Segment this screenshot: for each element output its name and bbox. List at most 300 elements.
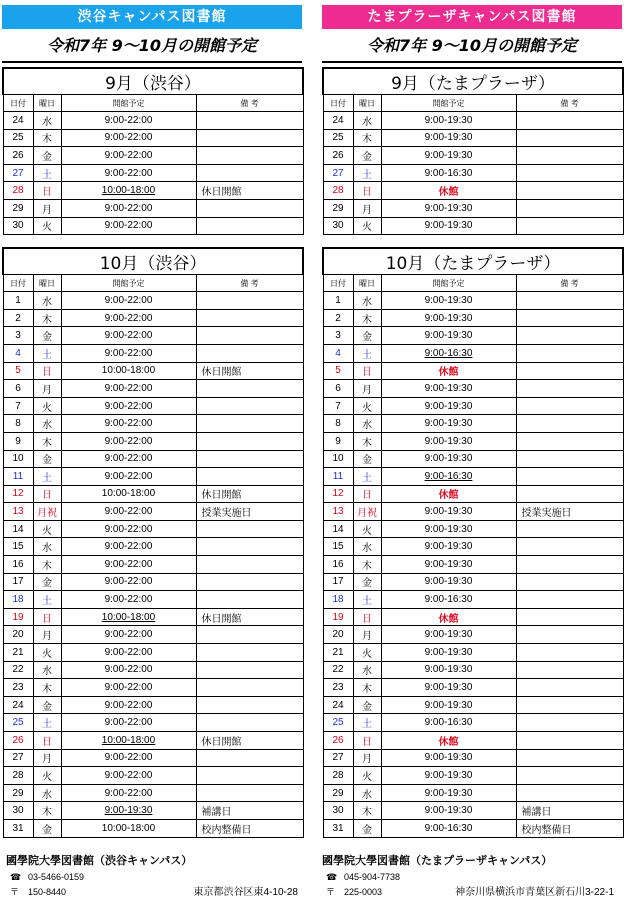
postal-code: 225-0003 [344,887,383,897]
hours-cell: 9:00-19:30 [381,749,516,767]
table-row [3,309,303,327]
date-cell: 3 [323,327,353,345]
notes-cell [516,182,623,200]
weekday-cell: 木 [353,679,381,697]
weekday-cell: 日 [353,362,381,380]
weekday-cell: 水 [33,112,61,130]
hours-cell: 9:00-19:30 [381,397,516,415]
header-hours: 開館予定 [61,95,196,112]
date-cell: 8 [323,415,353,433]
notes-cell [196,696,303,714]
date-cell: 17 [323,573,353,591]
date-cell: 16 [323,556,353,574]
notes-cell [516,468,623,486]
hours-cell: 9:00-22:00 [61,661,196,679]
date-cell: 30 [3,802,33,820]
date-cell: 15 [3,538,33,556]
hours-cell: 9:00-22:00 [61,749,196,767]
hours-cell: 9:00-19:30 [381,784,516,802]
notes-cell [516,309,623,327]
hours-cell: 9:00-22:00 [61,468,196,486]
address-line [322,885,622,900]
date-cell: 14 [323,520,353,538]
notes-cell [516,784,623,802]
date-cell: 28 [323,767,353,785]
table-row [323,112,623,130]
table-title: 9月（たまプラーザ） [323,68,623,95]
table-row [3,468,303,486]
postal-code: 150-8440 [28,887,67,897]
date-cell: 30 [323,802,353,820]
hours-cell: 9:00-19:30 [381,327,516,345]
weekday-cell: 水 [353,661,381,679]
notes-cell [516,696,623,714]
notes-cell [516,432,623,450]
hours-cell: 休館 [381,182,516,200]
hours-cell: 9:00-22:00 [61,164,196,182]
hours-cell: 9:00-22:00 [61,644,196,662]
date-cell: 5 [323,362,353,380]
date-cell: 19 [3,608,33,626]
date-cell: 11 [3,468,33,486]
header-date: 日付 [323,95,353,112]
hours-cell: 9:00-22:00 [61,450,196,468]
table-row [3,503,303,521]
table-row [3,556,303,574]
table-row [323,784,623,802]
date-cell: 2 [3,309,33,327]
table-row [323,591,623,609]
header-notes: 備 考 [516,95,623,112]
hours-cell: 9:00-19:30 [381,696,516,714]
table-title: 10月（渋谷） [3,248,303,275]
date-cell: 27 [3,164,33,182]
table-row [323,626,623,644]
tama-october-table [322,247,624,837]
hours-cell: 10:00-18:00 [61,362,196,380]
date-cell: 24 [3,696,33,714]
weekday-cell: 土 [353,591,381,609]
date-cell: 25 [3,714,33,732]
notes-cell [196,217,303,235]
hours-cell: 9:00-22:00 [61,503,196,521]
notes-cell [516,608,623,626]
date-cell: 10 [3,450,33,468]
weekday-cell: 水 [353,112,381,130]
hours-cell: 9:00-19:30 [381,767,516,785]
date-cell: 23 [3,679,33,697]
notes-cell [516,573,623,591]
weekday-cell: 金 [353,147,381,165]
weekday-cell: 水 [353,415,381,433]
weekday-cell: 月 [33,749,61,767]
phone-number: 03-5466-0159 [28,872,85,882]
street-address: 神奈川県横浜市青葉区新石川3-22-1 [455,887,614,898]
hours-cell: 9:00-22:00 [61,767,196,785]
hours-cell: 9:00-16:30 [381,819,516,837]
table-row [3,538,303,556]
weekday-cell: 土 [353,344,381,362]
weekday-cell: 木 [353,432,381,450]
hours-cell: 9:00-22:00 [61,217,196,235]
library-name: 國學院大學図書館（渋谷キャンパス） [6,855,193,867]
weekday-cell: 月 [33,626,61,644]
table-row [3,112,303,130]
date-cell: 27 [323,749,353,767]
table-row [3,661,303,679]
date-cell: 20 [323,626,353,644]
notes-cell [516,591,623,609]
hours-cell: 9:00-19:30 [381,802,516,820]
notes-cell [516,327,623,345]
notes-cell [196,292,303,310]
date-cell: 25 [323,714,353,732]
weekday-cell: 木 [353,309,381,327]
weekday-cell: 土 [33,344,61,362]
date-cell: 1 [3,292,33,310]
table-row [3,573,303,591]
table-row [3,292,303,310]
date-cell: 29 [3,199,33,217]
notes-cell: 休日開館 [196,485,303,503]
date-cell: 26 [3,147,33,165]
notes-cell [516,644,623,662]
hours-cell: 9:00-19:30 [381,199,516,217]
date-cell: 27 [323,164,353,182]
header-notes: 備 考 [516,275,623,292]
notes-cell [516,292,623,310]
table-row [3,520,303,538]
notes-cell [516,520,623,538]
hours-cell: 9:00-16:30 [381,591,516,609]
phone-icon: ☎ [10,872,22,882]
weekday-cell: 水 [33,415,61,433]
date-cell: 2 [323,309,353,327]
header-notes: 備 考 [196,95,303,112]
notes-cell [196,129,303,147]
date-cell: 21 [3,644,33,662]
date-cell: 28 [3,182,33,200]
notes-cell [516,714,623,732]
date-cell: 26 [323,147,353,165]
table-row [3,696,303,714]
weekday-cell: 水 [33,538,61,556]
weekday-cell: 月 [353,199,381,217]
notes-cell [516,679,623,697]
table-row [323,380,623,398]
notes-cell [196,112,303,130]
weekday-cell: 月 [353,626,381,644]
notes-cell [196,661,303,679]
table-row [323,556,623,574]
table-row [3,591,303,609]
hours-cell: 10:00-18:00 [61,732,196,750]
date-cell: 27 [3,749,33,767]
street-address: 東京都渋谷区東4-10-28 [193,887,298,898]
date-cell: 4 [3,344,33,362]
table-row [3,644,303,662]
table-row [3,819,303,837]
weekday-cell: 火 [353,520,381,538]
tama-column [322,5,622,838]
hours-cell: 9:00-22:00 [61,432,196,450]
hours-cell: 9:00-16:30 [381,344,516,362]
table-row [323,573,623,591]
weekday-cell: 土 [33,591,61,609]
phone-icon: ☎ [326,872,338,882]
weekday-cell: 木 [33,129,61,147]
table-row [323,397,623,415]
weekday-cell: 金 [33,696,61,714]
date-cell: 1 [323,292,353,310]
table-row [323,450,623,468]
tama-september-table [322,67,624,235]
notes-cell: 休日開館 [196,732,303,750]
hours-cell: 9:00-19:30 [381,538,516,556]
notes-cell [196,164,303,182]
table-row [323,661,623,679]
table-row [3,714,303,732]
notes-cell: 校内整備日 [196,819,303,837]
weekday-cell: 土 [353,164,381,182]
notes-cell [516,661,623,679]
hours-cell: 9:00-22:00 [61,147,196,165]
table-row [3,679,303,697]
weekday-cell: 水 [33,661,61,679]
weekday-cell: 木 [33,556,61,574]
table-row [323,129,623,147]
postal-mark-icon: 〒 [10,887,20,897]
notes-cell [196,538,303,556]
date-cell: 4 [323,344,353,362]
hours-cell: 9:00-19:30 [381,129,516,147]
date-cell: 30 [323,217,353,235]
table-row [323,327,623,345]
notes-cell [516,112,623,130]
phone-line [6,870,306,885]
notes-cell [196,679,303,697]
date-cell: 7 [3,397,33,415]
weekday-cell: 日 [33,182,61,200]
table-row [323,147,623,165]
weekday-cell: 土 [33,714,61,732]
notes-cell [516,485,623,503]
header-weekday: 曜日 [33,275,61,292]
weekday-cell: 日 [33,485,61,503]
hours-cell: 9:00-19:30 [381,644,516,662]
date-cell: 26 [3,732,33,750]
table-row [3,749,303,767]
weekday-cell: 金 [33,450,61,468]
date-cell: 3 [3,327,33,345]
weekday-cell: 日 [353,182,381,200]
notes-cell: 校内整備日 [516,819,623,837]
notes-cell [516,380,623,398]
notes-cell [196,573,303,591]
hours-cell: 10:00-18:00 [61,485,196,503]
notes-cell [516,732,623,750]
table-row [3,182,303,200]
hours-cell: 9:00-22:00 [61,556,196,574]
table-row [323,520,623,538]
table-row [323,292,623,310]
weekday-cell: 火 [353,644,381,662]
date-cell: 18 [3,591,33,609]
weekday-cell: 土 [353,714,381,732]
weekday-cell: 木 [33,309,61,327]
weekday-cell: 日 [33,608,61,626]
weekday-cell: 火 [353,397,381,415]
weekday-cell: 月 [353,380,381,398]
hours-cell: 9:00-19:30 [381,217,516,235]
table-row [323,732,623,750]
weekday-cell: 火 [33,217,61,235]
weekday-cell: 水 [353,292,381,310]
notes-cell [196,591,303,609]
header-weekday: 曜日 [33,95,61,112]
table-row [323,182,623,200]
table-row [323,819,623,837]
table-row [3,432,303,450]
date-cell: 20 [3,626,33,644]
weekday-cell: 木 [33,679,61,697]
notes-cell [196,714,303,732]
notes-cell: 授業実施日 [196,503,303,521]
table-row [323,503,623,521]
notes-cell: 授業実施日 [516,503,623,521]
date-cell: 9 [323,432,353,450]
header-hours: 開館予定 [61,275,196,292]
hours-cell: 9:00-22:00 [61,397,196,415]
shibuya-banner: 渋谷キャンパス図書館 [2,5,302,29]
notes-cell [516,164,623,182]
hours-cell: 10:00-18:00 [61,819,196,837]
date-cell: 30 [3,217,33,235]
shibuya-subtitle: 令和7年 9～10月の開館予定 [2,30,302,63]
hours-cell: 10:00-18:00 [61,182,196,200]
notes-cell [516,767,623,785]
hours-cell: 9:00-22:00 [61,679,196,697]
hours-cell: 9:00-22:00 [61,380,196,398]
weekday-cell: 木 [353,802,381,820]
header-weekday: 曜日 [353,95,381,112]
table-title: 10月（たまプラーザ） [323,248,623,275]
header-notes: 備 考 [196,275,303,292]
weekday-cell: 木 [353,129,381,147]
date-cell: 6 [323,380,353,398]
table-row [3,767,303,785]
weekday-cell: 火 [353,767,381,785]
notes-cell [196,767,303,785]
table-row [323,362,623,380]
hours-cell: 9:00-22:00 [61,309,196,327]
weekday-cell: 土 [33,468,61,486]
weekday-cell: 火 [353,217,381,235]
hours-cell: 9:00-16:30 [381,468,516,486]
weekday-cell: 金 [353,327,381,345]
date-cell: 29 [323,199,353,217]
notes-cell [516,397,623,415]
notes-cell: 補講日 [196,802,303,820]
table-row [323,696,623,714]
date-cell: 7 [323,397,353,415]
weekday-cell: 火 [33,520,61,538]
hours-cell: 9:00-19:30 [381,112,516,130]
weekday-cell: 金 [353,819,381,837]
date-cell: 10 [323,450,353,468]
notes-cell [196,520,303,538]
weekday-cell: 水 [33,292,61,310]
hours-cell: 9:00-22:00 [61,591,196,609]
date-cell: 12 [323,485,353,503]
notes-cell [196,327,303,345]
weekday-cell: 水 [353,784,381,802]
weekday-cell: 日 [353,608,381,626]
weekday-cell: 土 [33,164,61,182]
table-row [3,608,303,626]
weekday-cell: 木 [33,432,61,450]
hours-cell: 9:00-19:30 [381,556,516,574]
notes-cell [196,626,303,644]
weekday-cell: 月祝 [33,503,61,521]
notes-cell [196,397,303,415]
header-hours: 開館予定 [381,95,516,112]
table-row [3,129,303,147]
notes-cell [196,644,303,662]
table-row [323,164,623,182]
notes-cell [516,344,623,362]
hours-cell: 休館 [381,732,516,750]
table-row [323,767,623,785]
table-row [3,784,303,802]
hours-cell: 9:00-19:30 [61,802,196,820]
date-cell: 9 [3,432,33,450]
hours-cell: 9:00-19:30 [381,309,516,327]
date-cell: 21 [323,644,353,662]
date-cell: 12 [3,485,33,503]
hours-cell: 9:00-19:30 [381,503,516,521]
hours-cell: 9:00-19:30 [381,432,516,450]
notes-cell [516,362,623,380]
hours-cell: 休館 [381,362,516,380]
hours-cell: 9:00-16:30 [381,714,516,732]
header-date: 日付 [3,275,33,292]
table-row [3,164,303,182]
weekday-cell: 日 [33,362,61,380]
table-row [323,749,623,767]
table-title: 9月（渋谷） [3,68,303,95]
hours-cell: 9:00-22:00 [61,327,196,345]
table-row [323,538,623,556]
hours-cell: 9:00-22:00 [61,573,196,591]
notes-cell [516,129,623,147]
hours-cell: 休館 [381,608,516,626]
notes-cell [196,784,303,802]
weekday-cell: 木 [33,802,61,820]
notes-cell [196,749,303,767]
shibuya-footer [6,853,306,900]
weekday-cell: 金 [33,327,61,345]
weekday-cell: 土 [353,468,381,486]
hours-cell: 9:00-22:00 [61,784,196,802]
table-row [323,608,623,626]
notes-cell: 休日開館 [196,608,303,626]
notes-cell: 休日開館 [196,182,303,200]
notes-cell [516,556,623,574]
date-cell: 24 [323,696,353,714]
weekday-cell: 金 [353,573,381,591]
tama-footer [322,853,622,900]
